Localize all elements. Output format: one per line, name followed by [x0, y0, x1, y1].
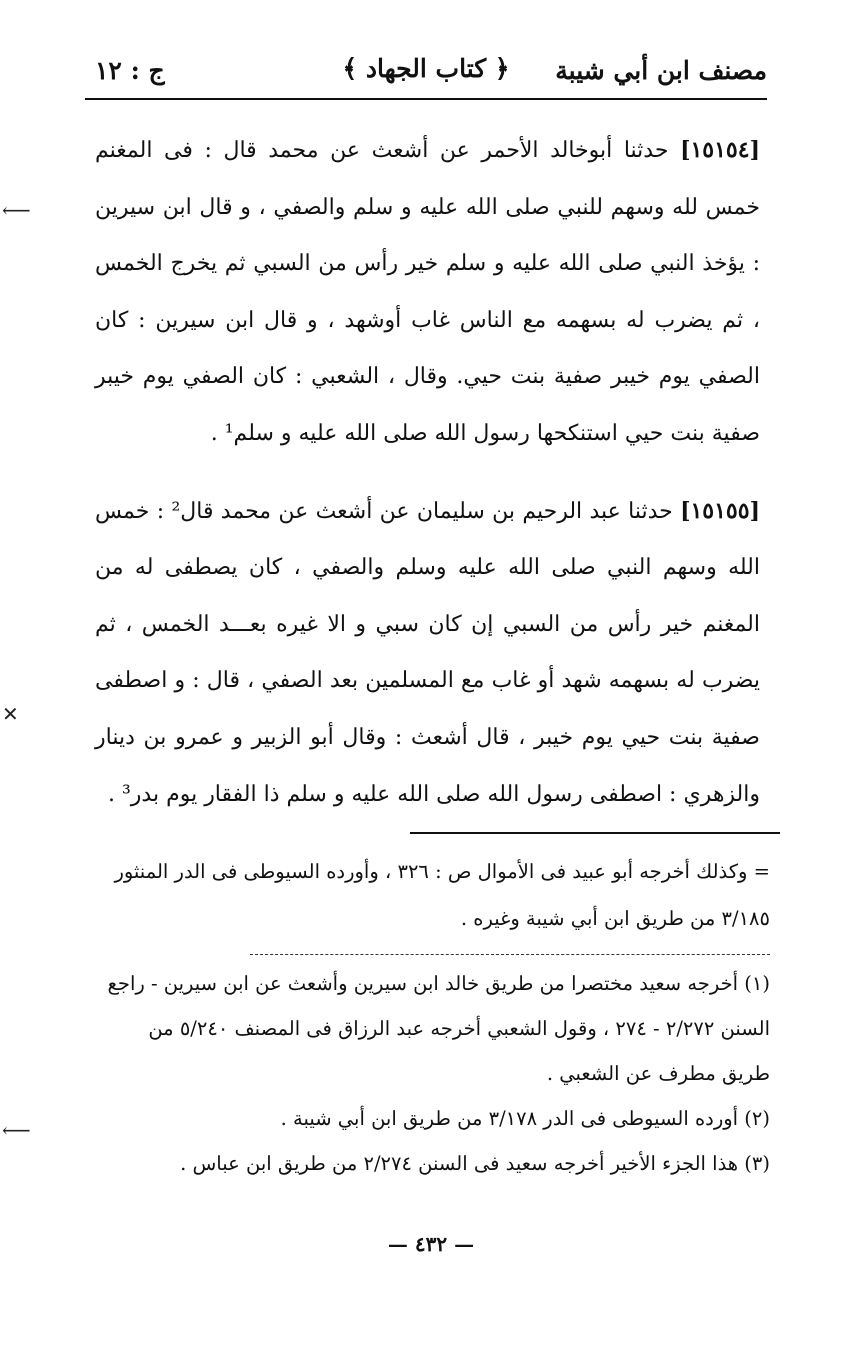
chapter-title: ﴿ كتاب الجهاد ﴾: [342, 54, 510, 83]
hadith-text: حدثنا عبد الرحيم بن سليمان عن أشعث عن محمد قال² : خمس الله وسهم النبي صلى الله عليه وسلم والصفي ، كان يصطفى له من المغنم خير رأس من السبي إن كان سبي و الا غيره بعـــد الخمس ، ثم يضرب له بسهمه شهد أو غاب مع المسلمين بعد الصفي ، قال : و اصطفى صفية بنت حيي يوم خيبر ، قال أشعث : وقال أبو الزبير و عمرو بن دينار والزهري : اصطفى رسول الله صلى الله عليه و سلم ذا الفقار يوم بدر³ .: [95, 498, 760, 807]
main-text: [95, 122, 760, 823]
hadith-number: [١٥١٥٤]: [680, 137, 760, 163]
footnote-item: (١) أخرجه سعيد مختصرا من طريق خالد ابن سيرين وأشعث عن ابن سيرين - راجع السنن ٢/٢٧٢ - ٢٧٤ ، وقول الشعبي أخرجه عبد الرزاق فى المصنف ٥/٢٤٠ من طريق مطرف عن الشعبي .: [107, 972, 770, 1085]
volume-number: ج : ١٢: [95, 56, 165, 85]
footnote-continuation: = وكذلك أخرجه أبو عبيد فى الأموال ص : ٣٢٦ ، وأورده السيوطى فى الدر المنثور ٣/١٨٥ من طريق ابن أبي شيبة وغيره .: [114, 860, 770, 930]
hadith-paragraph: [95, 483, 760, 824]
footnote-item: (٣) هذا الجزء الأخير أخرجه سعيد فى السنن ٢/٢٧٤ من طريق ابن عباس .: [180, 1152, 770, 1175]
footnote-separator: [250, 948, 770, 955]
margin-mark-icon: ⟵: [2, 198, 31, 222]
header-divider: [85, 98, 767, 100]
hadith-text: حدثنا أبوخالد الأحمر عن أشعث عن محمد قال : فى المغنم خمس لله وسهم للنبي صلى الله عليه و سلم والصفي ، و قال ابن سيرين : يؤخذ النبي صلى الله عليه و سلم خير رأس من السبي ثم يخرج الخمس ، ثم يضرب له بسهمه مع الناس غاب أوشهد ، و قال ابن سيرين : كان الصفي يوم خيبر صفية بنت حيي. وقال ، الشعبي : كان الصفي يوم خيبر صفية بنت حيي استنكحها رسول الله صلى الله عليه و سلم¹ .: [95, 138, 760, 446]
footnote-divider: [410, 832, 780, 834]
footnotes: [95, 848, 770, 1186]
hadith-number: [١٥١٥٥]: [680, 497, 760, 524]
page-header: [85, 50, 767, 100]
page-number: — ٤٣٢ —: [387, 1232, 475, 1256]
margin-mark-icon: ⟵: [2, 1118, 31, 1142]
margin-mark-icon: ✕: [2, 702, 19, 726]
book-title: مصنف ابن أبي شيبة: [555, 56, 767, 85]
footnote-item: (٢) أورده السيوطى فى الدر ٣/١٧٨ من طريق ابن أبي شيبة .: [280, 1107, 770, 1130]
hadith-paragraph: [95, 122, 760, 463]
